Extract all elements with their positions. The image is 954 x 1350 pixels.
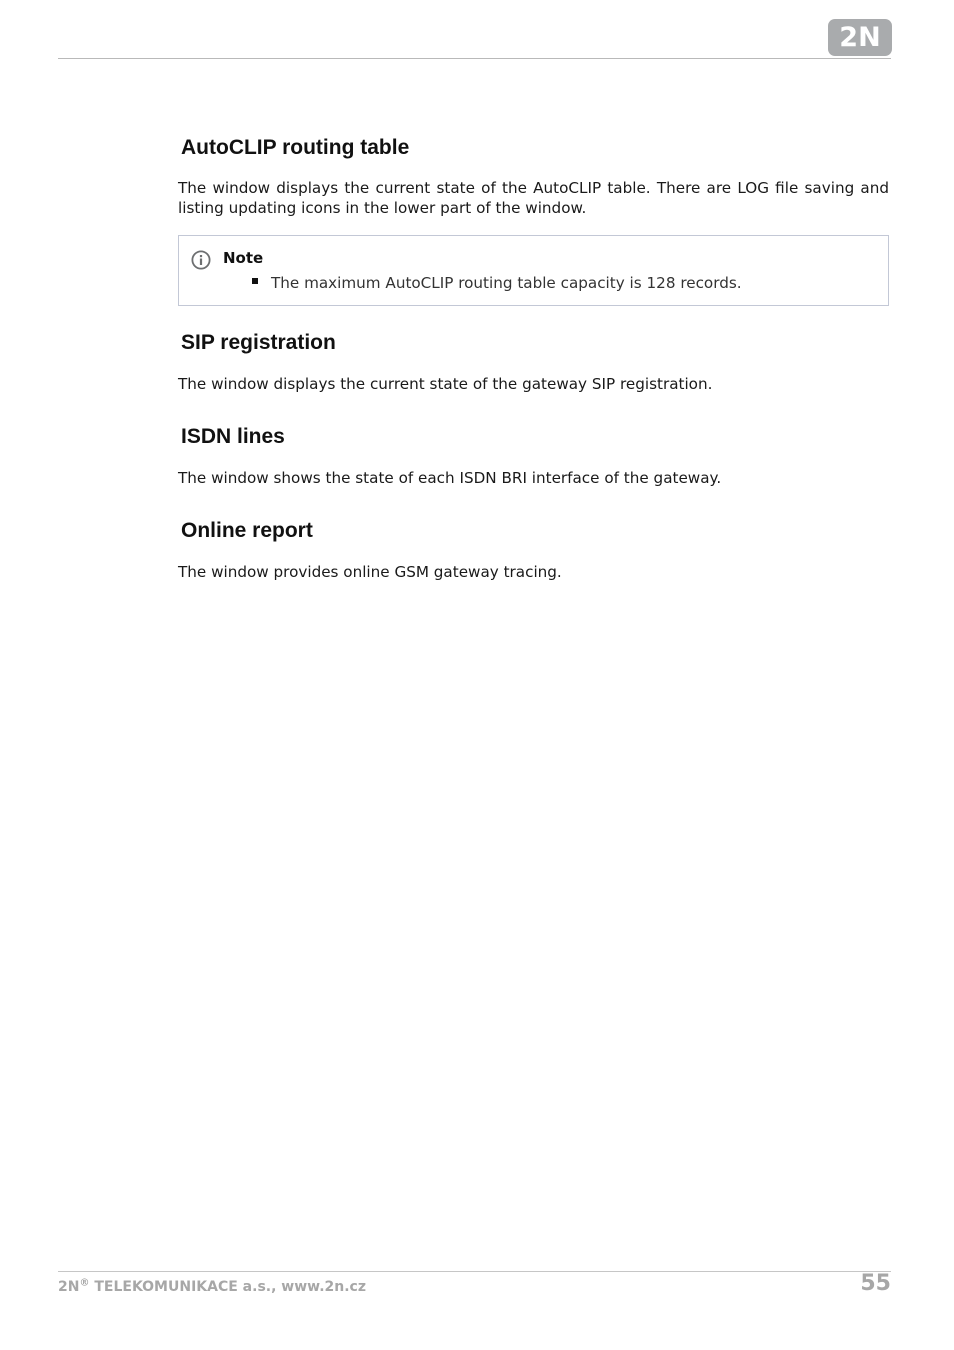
section-body-sip: The window displays the current state of the gateway SIP registration.	[178, 375, 713, 393]
section-heading-sip: SIP registration	[181, 331, 336, 354]
logo-text: 2N	[839, 22, 881, 53]
section-body-isdn: The window shows the state of each ISDN BRI interface of the gateway.	[178, 469, 722, 487]
footer-divider	[58, 1271, 891, 1272]
note-item: The maximum AutoCLIP routing table capacity is 128 records.	[271, 274, 742, 292]
footer-company-text: TELEKOMUNIKACE a.s., www.2n.cz	[89, 1279, 366, 1295]
section-heading-online-report: Online report	[181, 519, 313, 542]
note-title: Note	[223, 249, 264, 267]
footer-company	[58, 1279, 366, 1295]
section-heading-isdn: ISDN lines	[181, 425, 285, 448]
section-body-online-report: The window provides online GSM gateway tracing.	[178, 563, 562, 581]
company-logo	[828, 19, 892, 56]
bullet-icon	[252, 278, 258, 284]
section-body-autoclip: The window displays the current state of the AutoCLIP table. There are LOG file saving and listing updating icons in the lower part of the window.	[178, 179, 889, 217]
registered-mark: ®	[79, 1277, 90, 1289]
note-box	[178, 235, 889, 306]
footer-brand: 2N	[58, 1279, 80, 1295]
info-icon	[191, 250, 211, 270]
section-heading-autoclip: AutoCLIP routing table	[181, 136, 410, 159]
page-number: 55	[860, 1271, 891, 1296]
header-divider	[58, 58, 891, 59]
